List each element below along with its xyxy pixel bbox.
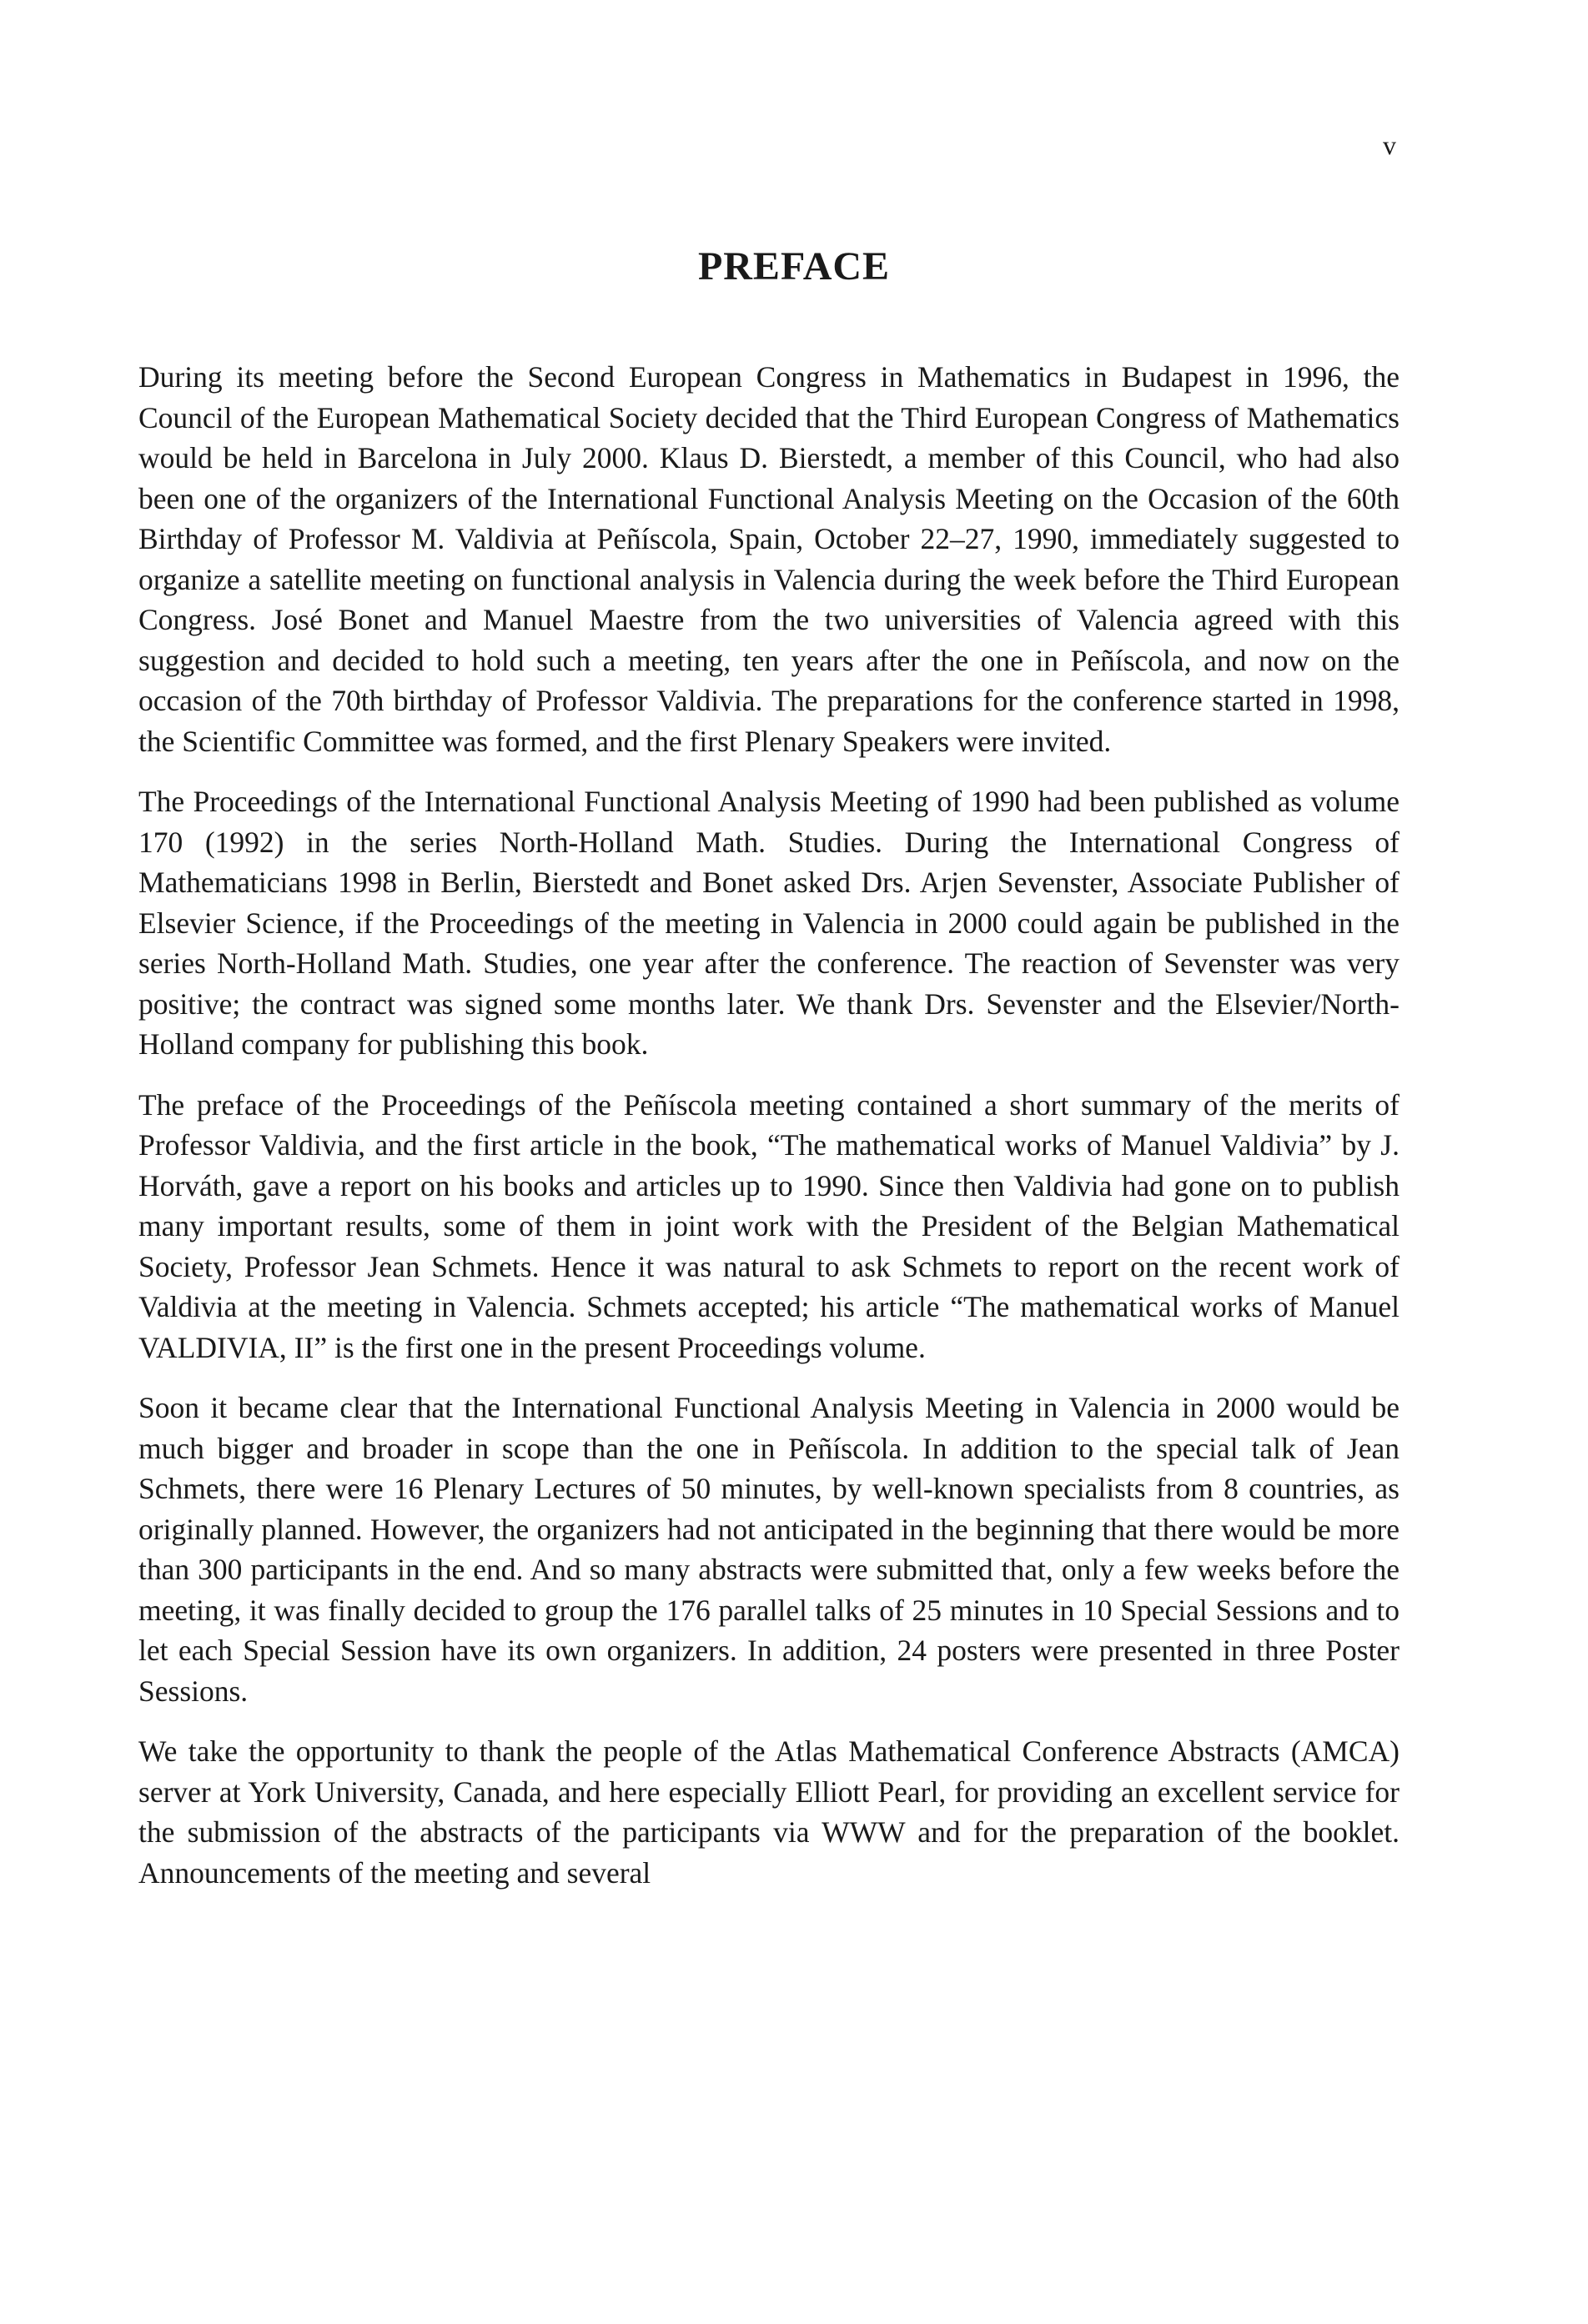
page-title: PREFACE (697, 244, 891, 289)
paragraph-3: The preface of the Proceedings of the Peñíscola meeting contained a short summary of the merits of Professor Valdivia, and the first article in the book, “The mathematical works of Manuel Valdivia” by J. Horváth, gave a report on his books and articles up to 1990. Since then Valdivia had gone on to publish many important results, some of them in joint work with the President of the Belgian Mathematical Society, Professor Jean Schmets. Hence it was natural to ask Schmets to report on the recent work of Valdivia at the meeting in Valencia. Schmets accepted; his article “The mathematical works of Manuel VALDIVIA, II” is the first one in the present Proceedings volume. (138, 1087, 1400, 1364)
paragraph-4: Soon it became clear that the International Functional Analysis Meeting in Valencia in 2000 would be much bigger and broader in scope than the one in Peñíscola. In addition to the special talk of Jean Schmets, there were 16 Plenary Lectures of 50 minutes, by well-known specialists from 8 countries, as originally planned. However, the organizers had not anticipated in the beginning that there would be more than 300 participants in the end. And so many abstracts were submitted that, only a few weeks before the meeting, it was finally decided to group the 176 parallel talks of 25 minutes in 10 Special Sessions and to let each Special Session have its own organizers. In addition, 24 posters were presented in three Poster Sessions. (138, 1391, 1400, 1708)
paragraph-1: During its meeting before the Second European Congress in Mathematics in Budapest in 1996, the Council of the European Mathematical Society decided that the Third European Congress of Mathematics would be held in Barcelona in July 2000. Klaus D. Bierstedt, a member of this Council, who had also been one of the organizers of the International Functional Analysis Meeting on the Occasion of the 60th Birthday of Professor M. Valdivia at Peñíscola, Spain, October 22–27, 1990, immediately suggested to organize a satellite meeting on functional analysis in Valencia during the week before the Third European Congress. José Bonet and Manuel Maestre from the two universities of Valencia agreed with this suggestion and decided to hold such a meeting, ten years after the one in Peñíscola, and now on the occasion of the 70th birthday of Professor Valdivia. The preparations for the conference started in 1998, the Scientific Committee was formed, and the first Plenary Speakers were invited. (138, 360, 1400, 758)
paragraph-2: The Proceedings of the International Functional Analysis Meeting of 1990 had been published as volume 170 (1992) in the series North-Holland Math. Studies. During the International Congress of Mathematicians 1998 in Berlin, Bierstedt and Bonet asked Drs. Arjen Sevenster, Associate Publisher of Elsevier Science, if the Proceedings of the meeting in Valencia in 2000 could again be published in the series North-Holland Math. Studies, one year after the conference. The reaction of Sevenster was very positive; the contract was signed some months later. We thank Drs. Sevenster and the Elsevier/North-Holland company for publishing this book. (138, 785, 1400, 1061)
paragraph-5: We take the opportunity to thank the people of the Atlas Mathematical Conference Abstracts (AMCA) server at York University, Canada, and here especially Elliott Pearl, for providing an excellent service for the submission of the abstracts of the participants via WWW and for the preparation of the booklet. Announcements of the meeting and several (138, 1734, 1400, 1890)
page-number: v (1383, 130, 1397, 160)
preface-body (138, 357, 1400, 1913)
